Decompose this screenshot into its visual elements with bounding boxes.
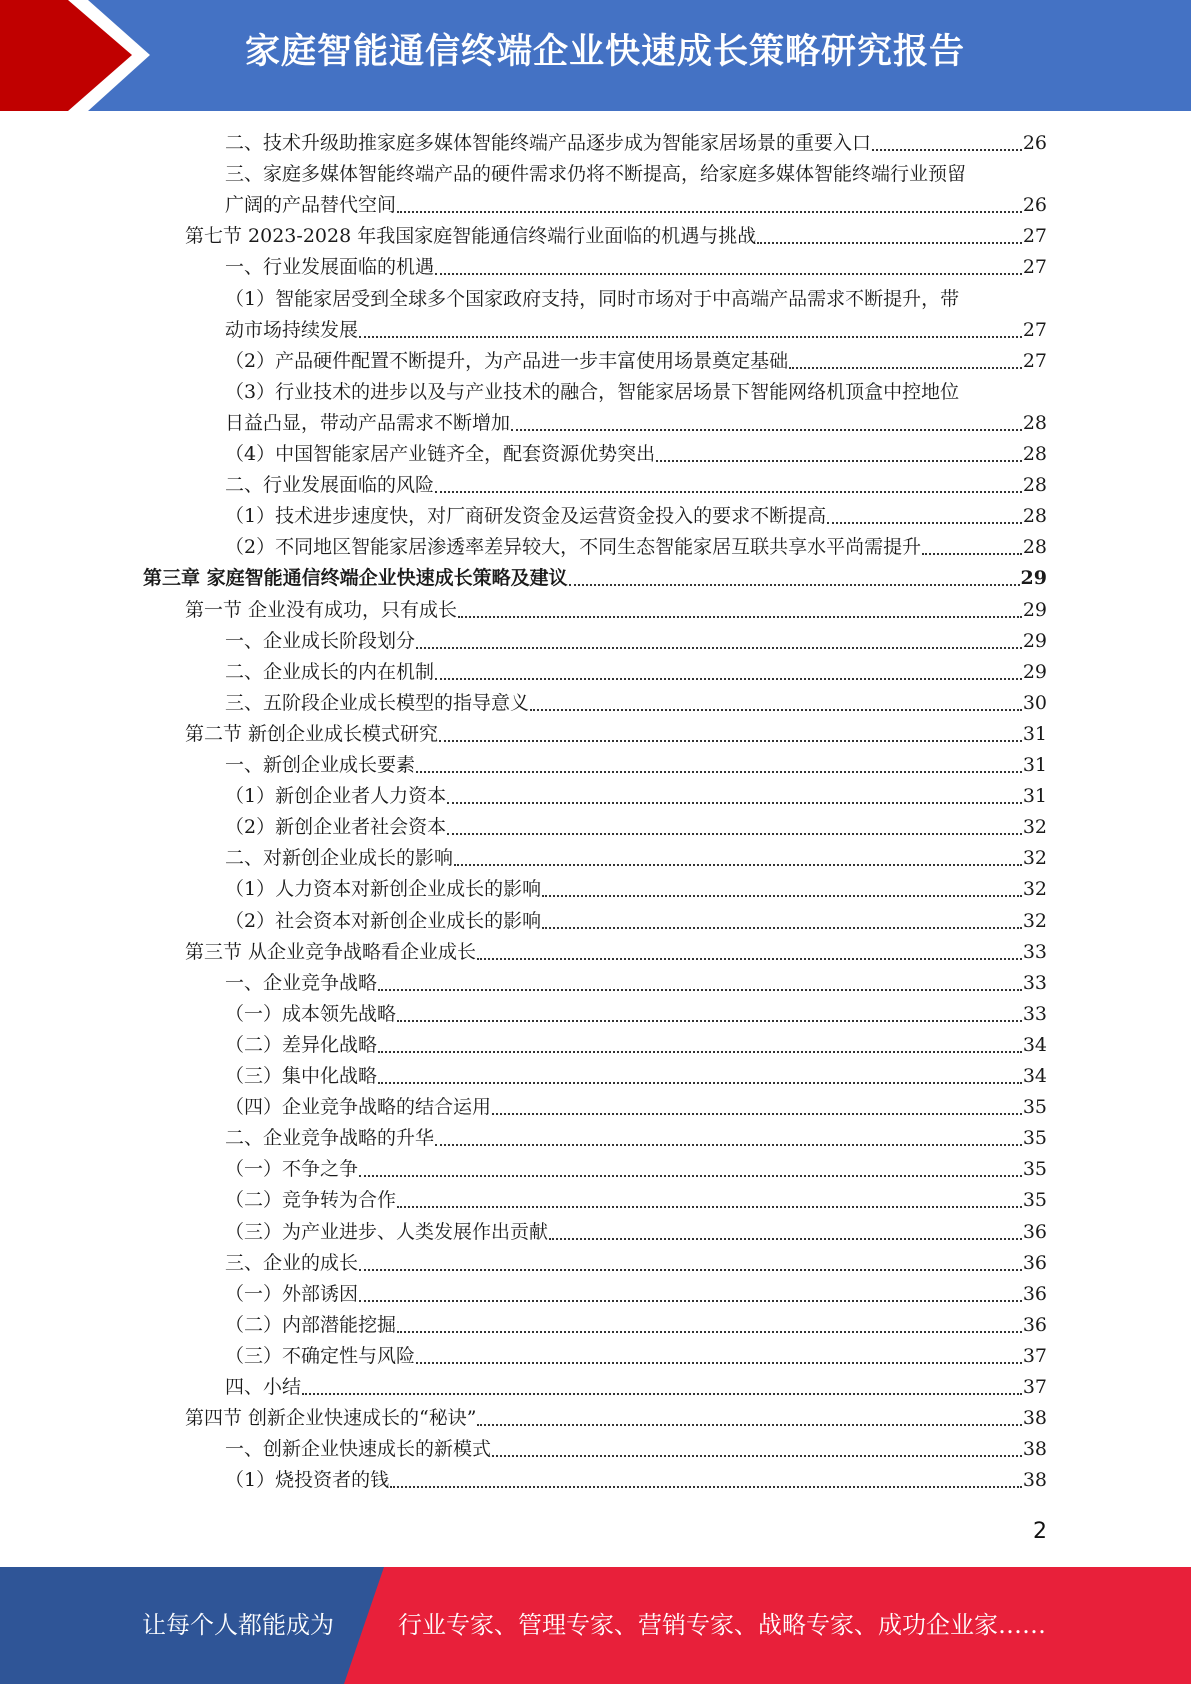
toc-dot-leader: [359, 1300, 1022, 1302]
footer-slogan-right: 行业专家、管理专家、营销专家、战略专家、成功企业家……: [398, 1611, 1046, 1639]
toc-entry-page: 38: [1022, 1407, 1047, 1430]
toc-dot-leader: [757, 242, 1022, 244]
toc-dot-leader: [359, 1175, 1022, 1177]
toc-dot-leader: [542, 927, 1022, 929]
toc-entry-page: 28: [1022, 411, 1047, 434]
toc-entry[interactable]: [225, 190, 1047, 221]
toc-entry[interactable]: [185, 719, 1047, 750]
toc-entry-title: 一、新创企业成长要素: [225, 754, 416, 776]
toc-entry[interactable]: [225, 1372, 1047, 1403]
toc-entry-title: 四、小结: [225, 1376, 302, 1398]
toc-dot-leader: [416, 647, 1022, 649]
toc-entry[interactable]: [225, 1279, 1047, 1310]
toc-entry-page: 31: [1022, 785, 1047, 808]
toc-entry-page: 38: [1022, 1469, 1047, 1492]
toc-entry[interactable]: [225, 128, 1047, 159]
toc-dot-leader: [454, 864, 1022, 866]
toc-entry-page: 27: [1022, 225, 1047, 248]
toc-entry[interactable]: [225, 377, 1047, 408]
toc-entry[interactable]: [225, 470, 1047, 501]
toc-entry-page: 36: [1022, 1282, 1047, 1305]
toc-dot-leader: [397, 1020, 1022, 1022]
toc-dot-leader: [492, 1113, 1022, 1115]
toc-entry-page: 33: [1022, 971, 1047, 994]
toc-dot-leader: [789, 367, 1022, 369]
toc-dot-leader: [390, 1486, 1022, 1488]
toc-entry-title: 二、技术升级助推家庭多媒体智能终端产品逐步成为智能家居场景的重要入口: [225, 132, 872, 154]
toc-entry-page: 36: [1022, 1251, 1047, 1274]
toc-entry[interactable]: [225, 501, 1047, 532]
toc-entry-title: 一、行业发展面临的机遇: [225, 256, 435, 279]
toc-dot-leader: [477, 958, 1022, 960]
toc-entry-page: 34: [1022, 1065, 1047, 1087]
toc-entry-page: 29: [1020, 567, 1047, 590]
toc-dot-leader: [359, 1269, 1022, 1271]
toc-entry-page: 27: [1022, 318, 1047, 341]
toc-entry-page: 29: [1022, 598, 1047, 621]
toc-dot-leader: [397, 211, 1022, 213]
toc-dot-leader: [416, 1362, 1022, 1364]
toc-entry[interactable]: [225, 657, 1047, 688]
toc-entry-title: 第七节 2023-2028 年我国家庭智能通信终端行业面临的机遇与挑战: [185, 225, 757, 248]
toc-entry[interactable]: [225, 999, 1047, 1030]
toc-dot-leader: [656, 460, 1022, 462]
toc-entry-title: （1）智能家居受到全球多个国家政府支持，同时市场对于中高端产品需求不断提升，带: [225, 287, 960, 310]
toc-entry-page: 28: [1022, 474, 1047, 497]
toc-entry-page: 35: [1022, 1096, 1047, 1119]
page-footer: [0, 1567, 1191, 1684]
toc-entry[interactable]: [225, 1092, 1047, 1123]
toc-entry[interactable]: [225, 252, 1047, 283]
toc-entry-title: 一、创新企业快速成长的新模式: [225, 1438, 492, 1461]
toc-entry-page: 34: [1022, 1033, 1047, 1056]
toc-dot-leader: [359, 336, 1022, 338]
toc-entry-title: （二）竞争转为合作: [225, 1189, 397, 1212]
toc-entry-title: （二）内部潜能挖掘: [225, 1313, 397, 1336]
toc-entry-title: （二）差异化战略: [225, 1033, 378, 1056]
toc-entry-title: （三）不确定性与风险: [225, 1344, 416, 1367]
toc-entry-page: 37: [1022, 1376, 1047, 1398]
toc-entry-page: 27: [1022, 256, 1047, 279]
toc-dot-leader: [542, 895, 1022, 897]
page-header: [0, 0, 1191, 111]
toc-entry[interactable]: [225, 1217, 1047, 1248]
toc-entry-page: 27: [1022, 349, 1047, 372]
toc-dot-leader: [439, 740, 1022, 742]
toc-entry[interactable]: [225, 1341, 1047, 1372]
toc-entry-page: 32: [1022, 847, 1047, 870]
toc-entry-page: 30: [1022, 691, 1047, 714]
toc-entry[interactable]: [225, 1434, 1047, 1465]
toc-entry-title: （4）中国智能家居产业链齐全，配套资源优势突出: [225, 443, 656, 465]
toc-entry-title: 二、行业发展面临的风险: [225, 474, 435, 497]
footer-slogan-left: 让每个人都能成为: [142, 1611, 334, 1639]
toc-dot-leader: [569, 584, 1020, 586]
toc-entry-title: （一）不争之争: [225, 1158, 359, 1181]
toc-entry-title: 二、企业竞争战略的升华: [225, 1127, 435, 1150]
toc-dot-leader: [397, 1206, 1022, 1208]
toc-entry-page: 35: [1022, 1127, 1047, 1150]
toc-entry-title: （一）成本领先战略: [225, 1002, 397, 1025]
toc-entry[interactable]: [225, 1465, 1047, 1496]
toc-entry-title: 第四节 创新企业快速成长的“秘诀”: [185, 1407, 477, 1430]
toc-entry[interactable]: [225, 626, 1047, 657]
toc-entry-page: 28: [1022, 536, 1047, 559]
toc-entry[interactable]: [225, 688, 1047, 719]
toc-entry-title: 三、五阶段企业成长模型的指导意义: [225, 691, 530, 714]
toc-entry[interactable]: [225, 812, 1047, 843]
toc-entry[interactable]: [225, 346, 1047, 377]
toc-entry[interactable]: [185, 937, 1047, 968]
toc-entry-title: （1）技术进步速度快，对厂商研发资金及运营资金投入的要求不断提高: [225, 505, 827, 528]
toc-dot-leader: [447, 802, 1022, 804]
toc-entry-page: 26: [1022, 194, 1047, 217]
toc-entry-title: （一）外部诱因: [225, 1282, 359, 1305]
toc-entry-page: 29: [1022, 660, 1047, 683]
toc-entry[interactable]: [225, 159, 1047, 190]
toc-dot-leader: [458, 616, 1022, 618]
toc-entry-title: 第三章 家庭智能通信终端企业快速成长策略及建议: [143, 567, 568, 590]
toc-entry[interactable]: [225, 906, 1047, 937]
toc-entry-title: （3）行业技术的进步以及与产业技术的融合，智能家居场景下智能网络机顶盒中控地位: [225, 380, 960, 403]
report-title: 家庭智能通信终端企业快速成长策略研究报告: [245, 32, 966, 72]
toc-entry-title: 一、企业成长阶段划分: [225, 629, 416, 652]
toc-dot-leader: [530, 709, 1022, 711]
toc-entry-title: 第二节 新创企业成长模式研究: [185, 722, 439, 745]
toc-entry[interactable]: [143, 563, 1047, 594]
toc-entry-title: 二、对新创企业成长的影响: [225, 847, 454, 870]
toc-entry-title: （2）新创企业者社会资本: [225, 816, 447, 839]
toc-entry-page: 32: [1022, 816, 1047, 839]
toc-entry-title: 三、家庭多媒体智能终端产品的硬件需求仍将不断提高，给家庭多媒体智能终端行业预留: [225, 163, 967, 186]
toc-dot-leader: [397, 1331, 1022, 1333]
toc-entry[interactable]: [225, 968, 1047, 999]
toc-entry[interactable]: [225, 1061, 1047, 1092]
toc-entry-page: 35: [1022, 1189, 1047, 1212]
toc-entry-page: 37: [1022, 1344, 1047, 1367]
toc-entry[interactable]: [225, 1310, 1047, 1341]
toc-entry[interactable]: [185, 1403, 1047, 1434]
toc-entry-page: 28: [1022, 443, 1047, 465]
toc-entry-title: （2）不同地区智能家居渗透率差异较大，不同生态智能家居互联共享水平尚需提升: [225, 536, 922, 559]
toc-dot-leader: [511, 429, 1022, 431]
toc-entry-page: 33: [1022, 1002, 1047, 1025]
toc-dot-leader: [827, 522, 1022, 524]
toc-entry-page: 31: [1022, 722, 1047, 745]
toc-entry-title: （1）新创企业者人力资本: [225, 785, 447, 808]
toc-entry-title: 二、企业成长的内在机制: [225, 660, 435, 683]
toc-dot-leader: [549, 1238, 1022, 1240]
toc-entry[interactable]: [225, 843, 1047, 874]
toc-dot-leader: [378, 1082, 1022, 1084]
toc-dot-leader: [435, 491, 1022, 493]
toc-entry[interactable]: [225, 750, 1047, 781]
toc-entry[interactable]: [225, 1123, 1047, 1154]
toc-entry-title: （2）社会资本对新创企业成长的影响: [225, 909, 542, 932]
toc-entry[interactable]: [225, 1248, 1047, 1279]
toc-dot-leader: [872, 149, 1022, 151]
toc-entry[interactable]: [225, 284, 1047, 315]
toc-entry-page: 38: [1022, 1438, 1047, 1461]
toc-entry-title: 动市场持续发展: [225, 318, 359, 341]
toc-entry[interactable]: [225, 1154, 1047, 1185]
toc-entry[interactable]: [225, 439, 1047, 470]
toc-entry-title: （2）产品硬件配置不断提升，为产品进一步丰富使用场景奠定基础: [225, 349, 789, 372]
toc-entry[interactable]: [225, 781, 1047, 812]
toc-dot-leader: [477, 1424, 1021, 1426]
toc-dot-leader: [435, 1144, 1022, 1146]
toc-entry-page: 32: [1022, 878, 1047, 901]
toc-entry[interactable]: [185, 221, 1047, 252]
toc-entry-title: 三、企业的成长: [225, 1251, 359, 1274]
toc-entry-page: 33: [1022, 940, 1047, 963]
toc-entry[interactable]: [225, 874, 1047, 905]
toc-entry-page: 36: [1022, 1313, 1047, 1336]
toc-entry-page: 28: [1022, 505, 1047, 528]
toc-entry-page: 26: [1022, 132, 1047, 154]
toc-dot-leader: [416, 771, 1022, 773]
toc-dot-leader: [378, 989, 1022, 991]
toc-entry-title: 日益凸显，带动产品需求不断增加: [225, 411, 511, 434]
toc-entry-page: 35: [1022, 1158, 1047, 1181]
toc-dot-leader: [447, 833, 1022, 835]
chevron-arrow-icon: [0, 0, 160, 111]
toc-entry-page: 31: [1022, 754, 1047, 776]
toc-entry-title: （1）烧投资者的钱: [225, 1469, 390, 1492]
toc-entry[interactable]: [225, 1185, 1047, 1216]
toc-entry[interactable]: [225, 315, 1047, 346]
toc-entry-title: （四）企业竞争战略的结合运用: [225, 1096, 492, 1119]
toc-entry-title: （三）集中化战略: [225, 1065, 378, 1087]
page-number: 2: [1033, 1519, 1047, 1544]
toc-entry[interactable]: [225, 408, 1047, 439]
toc-entry-page: 29: [1022, 629, 1047, 652]
toc-entry[interactable]: [185, 595, 1047, 626]
toc-entry[interactable]: [225, 532, 1047, 563]
toc-dot-leader: [492, 1455, 1022, 1457]
toc-dot-leader: [922, 553, 1022, 555]
toc-entry-title: 一、企业竞争战略: [225, 971, 378, 994]
toc-entry-page: 32: [1022, 909, 1047, 932]
toc-dot-leader: [435, 678, 1022, 680]
toc-entry[interactable]: [225, 1030, 1047, 1061]
toc-entry-title: 广阔的产品替代空间: [225, 194, 397, 217]
toc-entry-title: 第三节 从企业竞争战略看企业成长: [185, 940, 477, 963]
toc-entry-title: （三）为产业进步、人类发展作出贡献: [225, 1220, 549, 1243]
toc-entry-title: 第一节 企业没有成功，只有成长: [185, 598, 458, 621]
toc-entry-page: 36: [1022, 1220, 1047, 1243]
toc-dot-leader: [435, 273, 1022, 275]
toc-dot-leader: [302, 1393, 1022, 1395]
toc-entry-title: （1）人力资本对新创企业成长的影响: [225, 878, 542, 901]
toc-dot-leader: [378, 1051, 1022, 1053]
